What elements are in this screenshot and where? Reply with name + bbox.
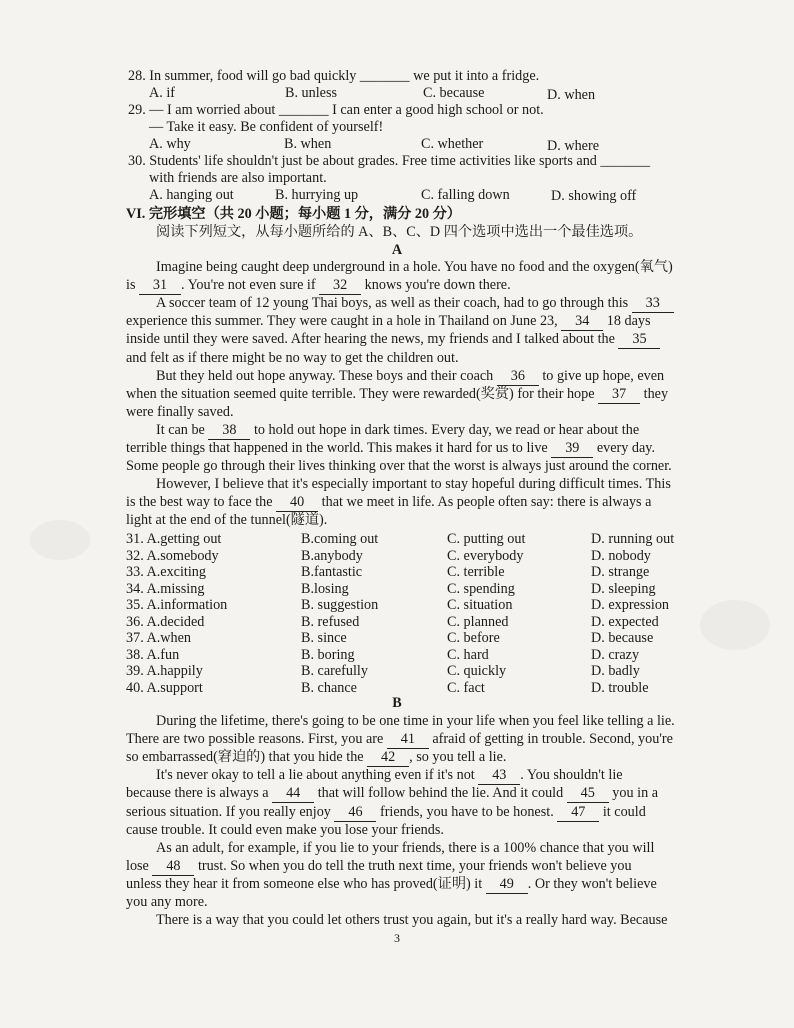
passage-b-label: B	[392, 695, 402, 711]
text-segment: and felt as if there might be no way to get the children out.	[126, 349, 459, 366]
passage-b-line	[156, 713, 675, 730]
q29-option-a: A. why	[149, 136, 191, 152]
option-34-a: 34. A.missing	[126, 580, 205, 597]
passage-b-line	[126, 876, 657, 894]
text-segment: Imagine being caught deep underground in a hole. You have no food and the oxygen(氧气)	[156, 259, 673, 275]
passage-b-line	[126, 858, 632, 876]
text-segment: light at the end of the tunnel(隧道).	[126, 512, 328, 529]
text-segment: It's never okay to tell a lie about anything even if it's not	[156, 767, 479, 784]
passage-b-line	[156, 840, 654, 857]
blank-45: 45	[567, 785, 609, 803]
text-segment: . Or they won't believe	[527, 875, 657, 892]
question-29-reply: — Take it easy. Be confident of yourself!	[149, 119, 384, 135]
q30-option-d: D. showing off	[551, 188, 637, 204]
question-30-stem: 30. Students' life shouldn't just be about grades. Free time activities like sports and _______	[128, 153, 651, 169]
blank-44: 44	[272, 785, 314, 803]
text-segment: During the lifetime, there's going to be one time in your life when you feel like telling a lie.	[156, 713, 675, 729]
blank-39: 39	[551, 440, 593, 458]
passage-b-line	[126, 731, 673, 749]
text-segment: cause trouble. It could even make you lose your friends.	[126, 821, 444, 838]
section-instruction: 阅读下列短文，从每小题所给的 A、B、C、D 四个选项中选出一个最佳选项。	[156, 224, 643, 240]
text-segment: . You're not even sure if	[181, 277, 320, 294]
option-40-c: C. fact	[447, 679, 485, 696]
text-segment: unless they hear it from someone else who has proved(证明) it	[126, 875, 486, 892]
option-33-d: D. strange	[591, 564, 650, 580]
option-31-a: 31. A.getting out	[126, 531, 222, 547]
option-31-c: C. putting out	[447, 531, 526, 547]
question-30-stem-line2: with friends are also important.	[149, 170, 327, 186]
blank-33: 33	[632, 295, 674, 313]
passage-b-line	[126, 749, 506, 767]
option-34-d: D. sleeping	[591, 580, 656, 597]
passage-a-line	[126, 350, 459, 367]
text-segment: lose	[126, 857, 153, 874]
text-segment: friends, you have to be honest.	[376, 803, 558, 820]
q30-option-b: B. hurrying up	[275, 187, 359, 203]
option-35-d: D. expression	[591, 597, 670, 613]
option-35-b: B. suggestion	[301, 597, 379, 613]
question-28-stem: 28. In summer, food will go bad quickly _______ we put it into a fridge.	[128, 68, 540, 84]
text-segment: experience this summer. They were caught in a hole in Thailand on June 23,	[126, 313, 562, 330]
option-31-b: B.coming out	[301, 531, 379, 547]
passage-a-line	[156, 422, 639, 440]
text-segment: But they held out hope anyway. These boys and their coach	[156, 367, 497, 384]
option-40-d: D. trouble	[591, 679, 649, 696]
q28-option-b: B. unless	[285, 85, 338, 101]
passage-b-line	[126, 785, 658, 803]
option-34-c: C. spending	[447, 580, 515, 597]
passage-b-line	[156, 767, 623, 785]
text-segment: they	[640, 385, 669, 402]
option-37-d: D. because	[591, 630, 654, 646]
text-segment: it could	[599, 803, 646, 820]
option-39-a: 39. A.happily	[126, 663, 203, 679]
option-39-c: C. quickly	[447, 663, 507, 679]
blank-38: 38	[208, 422, 250, 440]
text-segment: As an adult, for example, if you lie to your friends, there is a 100% chance that you will	[156, 839, 655, 856]
passage-b-line	[156, 912, 667, 929]
text-segment: However, I believe that it's especially important to stay hopeful during difficult times. This	[156, 476, 671, 493]
blank-43: 43	[478, 767, 520, 785]
text-segment: so embarrassed(窘迫的) that you hide the	[126, 749, 368, 766]
q30-option-c: C. falling down	[421, 187, 510, 203]
text-segment: to give up hope, even	[538, 367, 665, 384]
option-38-c: C. hard	[447, 646, 489, 663]
passage-a-line	[156, 295, 674, 313]
section-title: VI. 完形填空（共 20 小题；每小题 1 分，满分 20 分）	[126, 206, 461, 222]
blank-49: 49	[486, 876, 528, 894]
text-segment: inside until they were saved. After hearing the news, my friends and I talked about the	[126, 331, 619, 348]
passage-a-line	[126, 440, 655, 458]
text-segment: when the situation seemed quite terrible. They were rewarded(奖赏) for their hope	[126, 385, 599, 402]
text-segment: to hold out hope in dark times. Every day, we read or hear about the	[250, 421, 640, 438]
text-segment: were finally saved.	[126, 403, 234, 420]
option-37-c: C. before	[447, 630, 500, 646]
text-segment: A soccer team of 12 young Thai boys, as well as their coach, had to go through this	[156, 295, 632, 312]
text-segment: , so you tell a lie.	[409, 749, 507, 766]
option-40-a: 40. A.support	[126, 679, 203, 696]
passage-b-line	[126, 804, 646, 822]
option-35-c: C. situation	[447, 597, 513, 613]
option-31-d: D. running out	[591, 531, 675, 547]
passage-a-line	[126, 331, 660, 349]
passage-a-line	[126, 386, 668, 404]
passage-a-line	[126, 458, 672, 475]
text-segment: There are two possible reasons. First, you are	[126, 731, 387, 748]
blank-36: 36	[497, 368, 539, 386]
blank-42: 42	[367, 749, 409, 767]
option-39-d: D. badly	[591, 663, 640, 679]
option-33-b: B.fantastic	[301, 564, 363, 580]
passage-a-line	[126, 404, 234, 421]
option-39-b: B. carefully	[301, 663, 368, 679]
passage-a-line	[126, 494, 651, 512]
text-segment: Some people go through their lives thinking over that the worst is always just around the corner.	[126, 458, 672, 475]
passage-a-label: A	[391, 242, 403, 258]
text-segment: because there is always a	[126, 785, 273, 802]
option-37-b: B. since	[301, 630, 347, 646]
q28-option-a: A. if	[149, 85, 176, 101]
q28-option-d: D. when	[547, 87, 596, 103]
text-segment: every day.	[593, 440, 655, 456]
blank-32: 32	[319, 277, 361, 295]
passage-b-line	[126, 822, 444, 839]
text-segment: is	[126, 277, 140, 294]
blank-46: 46	[334, 804, 376, 822]
q30-option-a: A. hanging out	[149, 187, 234, 203]
blank-41: 41	[387, 731, 429, 749]
text-segment: serious situation. If you really enjoy	[126, 803, 335, 820]
text-segment: . You shouldn't lie	[520, 767, 623, 784]
option-32-d: D. nobody	[591, 547, 651, 564]
blank-35: 35	[618, 331, 660, 349]
text-segment: you in a	[608, 785, 659, 802]
blank-40: 40	[276, 494, 318, 512]
text-segment: It can be	[156, 421, 209, 438]
text-segment: is the best way to face the	[126, 494, 277, 511]
text-segment: that will follow behind the lie. And it could	[314, 785, 567, 802]
text-segment: 18 days	[603, 313, 651, 330]
page-number: 3	[394, 931, 400, 945]
option-33-a: 33. A.exciting	[126, 564, 206, 580]
passage-b-line	[126, 894, 208, 911]
option-36-c: C. planned	[447, 613, 509, 630]
text-segment: afraid of getting in trouble. Second, you're	[428, 731, 673, 748]
passage-a-line	[126, 313, 651, 331]
passage-a-line	[126, 277, 511, 295]
option-36-b: B. refused	[301, 613, 360, 630]
text-segment: that we meet in life. As people often say: there is always a	[318, 494, 652, 511]
blank-48: 48	[152, 858, 194, 876]
option-36-a: 36. A.decided	[126, 613, 205, 630]
blank-31: 31	[139, 277, 181, 295]
passage-a-line	[156, 259, 673, 276]
option-32-b: B.anybody	[301, 547, 363, 564]
text-segment: trust. So when you do tell the truth next time, your friends won't believe you	[194, 857, 632, 874]
blank-47: 47	[557, 804, 599, 822]
blank-34: 34	[561, 313, 603, 331]
option-38-b: B. boring	[301, 646, 355, 663]
option-37-a: 37. A.when	[126, 630, 192, 646]
option-36-d: D. expected	[591, 613, 659, 630]
option-40-b: B. chance	[301, 679, 357, 696]
text-segment: you any more.	[126, 894, 208, 910]
option-33-c: C. terrible	[447, 564, 505, 580]
option-32-a: 32. A.somebody	[126, 547, 219, 564]
text-segment: terrible things that happened in the world. This makes it hard for us to live	[126, 440, 552, 456]
blank-37: 37	[598, 386, 640, 404]
text-segment: There is a way that you could let others trust you again, but it's a really hard way. Because	[156, 912, 668, 929]
option-35-a: 35. A.information	[126, 597, 228, 613]
option-34-b: B.losing	[301, 580, 349, 597]
q29-option-b: B. when	[284, 136, 332, 152]
passage-a-line	[126, 512, 327, 529]
q29-option-c: C. whether	[421, 136, 484, 152]
option-38-d: D. crazy	[591, 646, 640, 663]
q28-option-c: C. because	[423, 85, 485, 101]
passage-a-line	[156, 476, 671, 493]
option-32-c: C. everybody	[447, 547, 524, 564]
question-29-stem: 29. — I am worried about _______ I can enter a good high school or not.	[128, 102, 544, 118]
q29-option-d: D. where	[547, 138, 599, 154]
passage-a-line	[156, 368, 664, 386]
option-38-a: 38. A.fun	[126, 646, 180, 663]
text-segment: knows you're down there.	[361, 277, 511, 294]
